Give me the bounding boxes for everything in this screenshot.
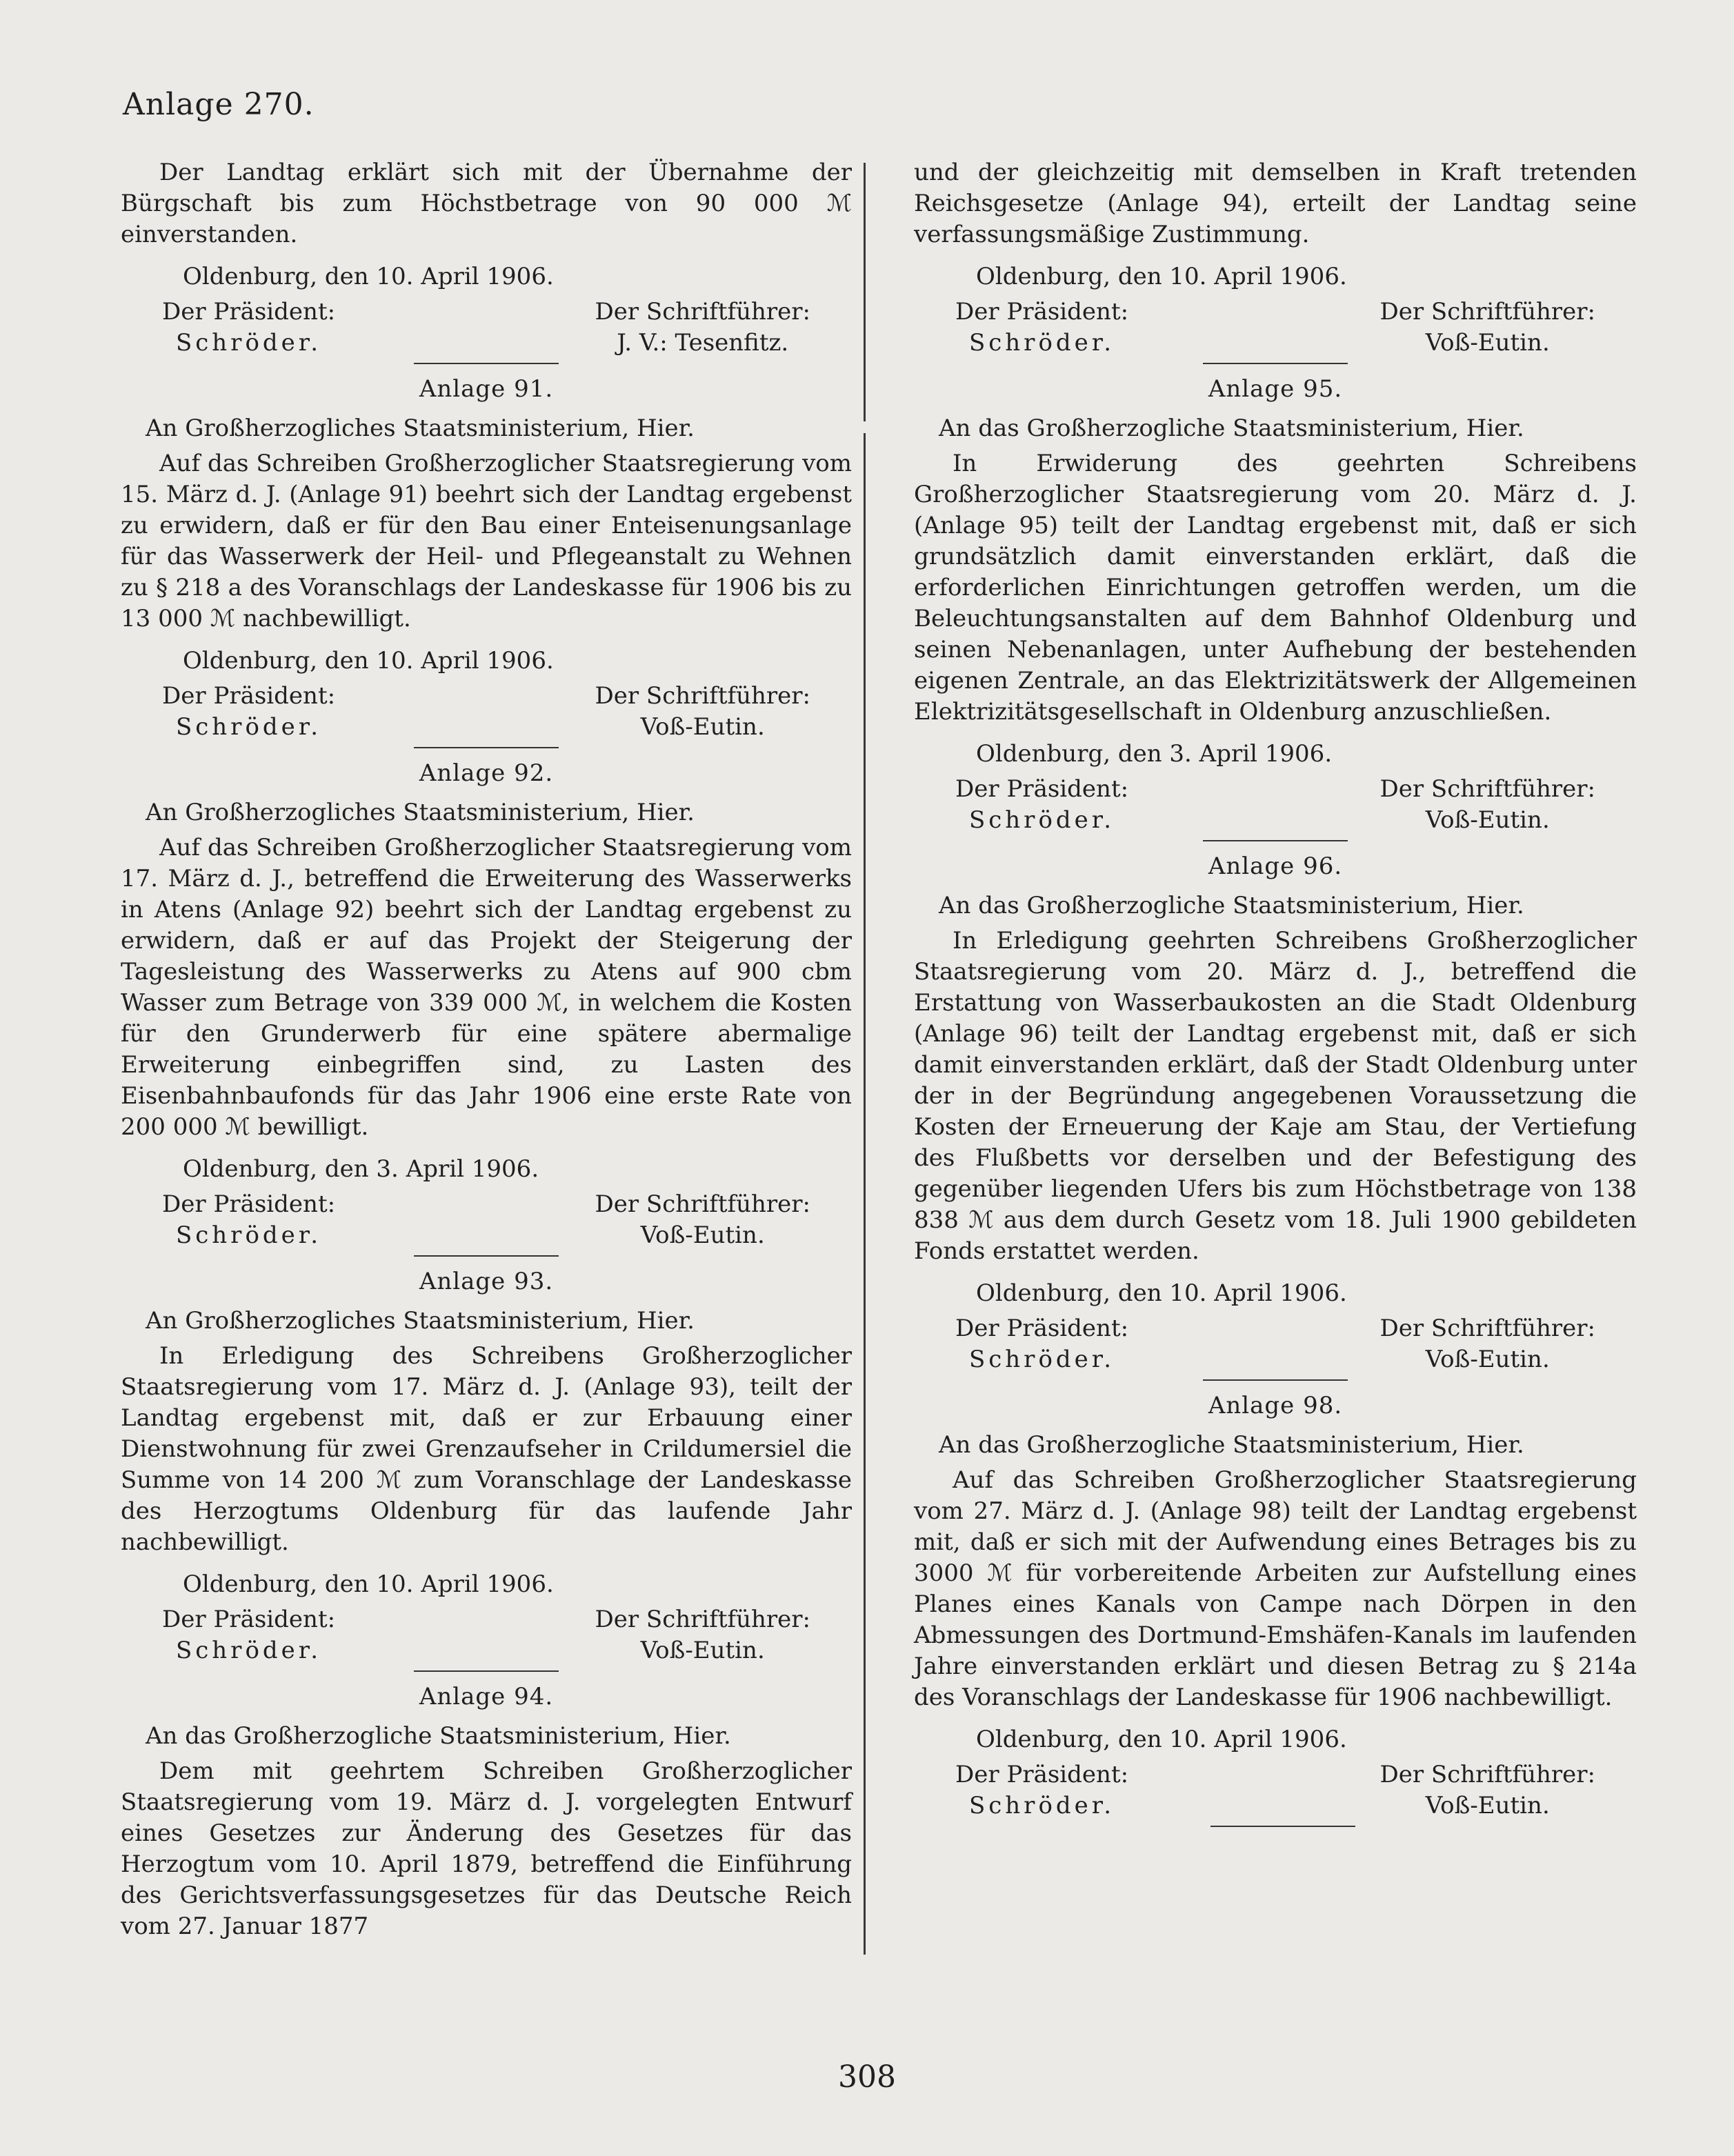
president-signature xyxy=(162,681,335,743)
page-number: 308 xyxy=(838,2059,896,2095)
section-title: Anlage 91. xyxy=(419,375,554,403)
continuation-signature xyxy=(955,297,1595,359)
secretary-signature xyxy=(595,297,810,359)
intro-signature xyxy=(162,297,810,359)
section-divider xyxy=(1203,840,1348,841)
president-name: Schröder. xyxy=(968,329,1115,357)
section-divider xyxy=(414,747,559,748)
section-title: Anlage 96. xyxy=(1208,852,1343,880)
column-divider-main xyxy=(864,433,866,1955)
intro-body: Der Landtag erklärt sich mit der Übernahme der Bürgschaft bis zum Höchstbetrage von 90 000 ℳ einverstanden. xyxy=(121,159,852,248)
section-date: Oldenburg, den 3. April 1906. xyxy=(976,740,1333,768)
section-date: Oldenburg, den 3. April 1906. xyxy=(183,1155,539,1183)
president-signature xyxy=(162,1189,335,1251)
section-addressee: An das Großherzogliche Staatsministerium, Hier. xyxy=(939,892,1524,919)
secretary-signature xyxy=(1379,1313,1595,1375)
secretary-title: Der Schriftführer: xyxy=(1379,775,1595,803)
president-name: Schröder. xyxy=(175,1637,322,1664)
president-signature xyxy=(955,297,1128,359)
section-anlage-91 xyxy=(121,374,852,748)
secretary-signature xyxy=(595,1604,810,1666)
section-divider xyxy=(414,1255,559,1257)
president-title: Der Präsident: xyxy=(955,775,1129,803)
section-body: Dem mit geehrtem Schreiben Großherzoglicher Staatsregierung vom 19. März d. J. vorgelegten Entwurf eines Gesetzes zur Änderung des Gesetzes für das Herzogtum vom 10. April 1879, betreffend die Einführung des Gerichtsverfassungsgesetzes für das Deutsche Reich vom 27. Januar 1877 xyxy=(121,1757,852,1940)
section-date: Oldenburg, den 10. April 1906. xyxy=(183,647,554,675)
secretary-name: Voß-Eutin. xyxy=(640,1637,765,1664)
secretary-title: Der Schriftführer: xyxy=(595,682,810,710)
secretary-title: Der Schriftführer: xyxy=(595,1190,810,1218)
president-name: Schröder. xyxy=(175,1221,322,1249)
section-addressee: An Großherzogliches Staatsministerium, Hier. xyxy=(146,1307,695,1335)
president-name: Schröder. xyxy=(175,713,322,741)
section-date: Oldenburg, den 10. April 1906. xyxy=(183,1570,554,1598)
section-anlage-96 xyxy=(914,851,1637,1381)
section-divider xyxy=(1210,1826,1355,1827)
president-signature xyxy=(955,774,1128,836)
president-name: Schröder. xyxy=(968,1792,1115,1819)
secretary-name: Voß-Eutin. xyxy=(1425,1346,1550,1373)
secretary-title: Der Schriftführer: xyxy=(1379,1761,1595,1788)
section-body: Auf das Schreiben Großherzoglicher Staatsregierung vom 15. März d. J. (Anlage 91) beehrt sich der Landtag ergebenst zu erwidern, daß er für den Bau einer Enteisenungsanlage für das Wasserwerk der Heil- und Pflegeanstalt zu Wehnen zu § 218 a des Voranschlags der Landeskasse für 1906 bis zu 13 000 ℳ nachbewilligt. xyxy=(121,450,852,632)
secretary-signature xyxy=(595,681,810,743)
section-addressee: An Großherzogliches Staatsministerium, Hier. xyxy=(146,799,695,826)
president-title: Der Präsident: xyxy=(955,1315,1129,1342)
secretary-title: Der Schriftführer: xyxy=(1379,1315,1595,1342)
president-title: Der Präsident: xyxy=(162,298,336,326)
section-title: Anlage 95. xyxy=(1208,375,1343,403)
section-title: Anlage 94. xyxy=(419,1683,554,1710)
continuation-body: und der gleichzeitig mit demselben in Kraft tretenden Reichsgesetze (Anlage 94), erteilt der Landtag seine verfassungsmäßige Zustimmung. xyxy=(914,159,1637,248)
section-divider xyxy=(1203,363,1348,364)
secretary-title: Der Schriftführer: xyxy=(1379,298,1595,326)
president-title: Der Präsident: xyxy=(162,682,336,710)
president-title: Der Präsident: xyxy=(955,298,1129,326)
page-header: Anlage 270. xyxy=(123,87,315,122)
section-anlage-93 xyxy=(121,1266,852,1672)
section-body: In Erwiderung des geehrten Schreibens Großherzoglicher Staatsregierung vom 20. März d. J. (Anlage 95) teilt der Landtag ergebenst mit, daß er sich grundsätzlich damit einverstanden erklärt, daß die erforderlichen Einrichtungen getroffen werden, um die Beleuchtungsanstalten auf dem Bahnhof Oldenburg und seinen Nebenanlagen, unter Aufhebung der bestehenden eigenen Zentrale, an das Elektrizitätswerk der Allgemeinen Elektrizitätsgesellschaft in Oldenburg anzuschließen. xyxy=(914,450,1637,726)
secretary-name: Voß-Eutin. xyxy=(640,713,765,741)
section-title: Anlage 98. xyxy=(1208,1392,1343,1419)
secretary-signature xyxy=(595,1189,810,1251)
section-divider xyxy=(1203,1379,1348,1381)
section-signature xyxy=(955,774,1595,836)
section-title: Anlage 92. xyxy=(419,759,554,787)
section-body: In Erledigung des Schreibens Großherzoglicher Staatsregierung vom 17. März d. J. (Anlage 93), teilt der Landtag ergebenst mit, daß er zur Erbauung einer Dienstwohnung für zwei Grenzaufseher in Crildumersiel die Summe von 14 200 ℳ zum Voranschlage der Landeskasse des Herzogtums Oldenburg für das laufende Jahr nachbewilligt. xyxy=(121,1342,852,1556)
section-addressee: An das Großherzogliche Staatsministerium, Hier. xyxy=(146,1722,731,1750)
section-addressee: An das Großherzogliche Staatsministerium, Hier. xyxy=(939,1431,1524,1459)
secretary-name: Voß-Eutin. xyxy=(1425,1792,1550,1819)
secretary-signature xyxy=(1379,774,1595,836)
section-date: Oldenburg, den 10. April 1906. xyxy=(976,1726,1347,1753)
section-signature xyxy=(162,1189,810,1251)
president-title: Der Präsident: xyxy=(162,1190,336,1218)
president-name: Schröder. xyxy=(968,1346,1115,1373)
secretary-name: J. V.: Tesenfitz. xyxy=(617,329,789,357)
continuation-block xyxy=(914,157,1637,364)
section-body: In Erledigung geehrten Schreibens Großherzoglicher Staatsregierung vom 20. März d. J., betreffend die Erstattung von Wasserbaukosten an die Stadt Oldenburg (Anlage 96) teilt der Landtag ergebenst mit, daß er sich damit einverstanden erklärt, daß der Stadt Oldenburg unter der in der Begründung angegebenen Voraussetzung die Kosten der Erneuerung der Kaje am Stau, der Vertiefung des Flußbetts vor derselben und der Befestigung des gegenüber liegenden Ufers bis zum Höchstbetrage von 138 838 ℳ aus dem durch Gesetz vom 18. Juli 1900 gebildeten Fonds erstattet werden. xyxy=(914,927,1637,1265)
section-signature xyxy=(955,1759,1595,1821)
secretary-name: Voß-Eutin. xyxy=(640,1221,765,1249)
intro-block xyxy=(121,157,852,364)
column-divider-top xyxy=(864,163,866,421)
secretary-title: Der Schriftführer: xyxy=(595,298,810,326)
secretary-signature xyxy=(1379,1759,1595,1821)
section-anlage-95 xyxy=(914,374,1637,841)
section-anlage-94 xyxy=(121,1681,852,1942)
section-addressee: An das Großherzogliche Staatsministerium, Hier. xyxy=(939,415,1524,442)
section-divider xyxy=(414,363,559,364)
president-signature xyxy=(955,1759,1128,1821)
president-title: Der Präsident: xyxy=(162,1606,336,1633)
intro-date: Oldenburg, den 10. April 1906. xyxy=(183,263,554,290)
secretary-name: Voß-Eutin. xyxy=(1425,329,1550,357)
president-title: Der Präsident: xyxy=(955,1761,1129,1788)
section-signature xyxy=(162,681,810,743)
section-date: Oldenburg, den 10. April 1906. xyxy=(976,1279,1347,1307)
section-signature xyxy=(162,1604,810,1666)
secretary-signature xyxy=(1379,297,1595,359)
left-column xyxy=(121,157,852,1942)
section-signature xyxy=(955,1313,1595,1375)
section-title: Anlage 93. xyxy=(419,1268,554,1295)
section-anlage-98 xyxy=(914,1390,1637,1827)
secretary-name: Voß-Eutin. xyxy=(1425,806,1550,834)
section-body: Auf das Schreiben Großherzoglicher Staatsregierung vom 27. März d. J. (Anlage 98) teilt der Landtag ergebenst mit, daß er sich mit der Aufwendung eines Betrages bis zu 3000 ℳ für vorbereitende Arbeiten zur Aufstellung eines Planes eines Kanals von Campe nach Dörpen in den Abmessungen des Dortmund-Emshäfen-Kanals im laufenden Jahre einverstanden erklärt und diesen Betrag zu § 214a des Voranschlags der Landeskasse für 1906 nachbewilligt. xyxy=(914,1466,1637,1711)
section-divider xyxy=(414,1670,559,1672)
president-name: Schröder. xyxy=(968,806,1115,834)
section-anlage-92 xyxy=(121,758,852,1257)
president-signature xyxy=(162,1604,335,1666)
president-signature xyxy=(955,1313,1128,1375)
right-column xyxy=(914,157,1637,1837)
president-signature xyxy=(162,297,335,359)
section-addressee: An Großherzogliches Staatsministerium, Hier. xyxy=(146,415,695,442)
section-body: Auf das Schreiben Großherzoglicher Staatsregierung vom 17. März d. J., betreffend die Erweiterung des Wasserwerks in Atens (Anlage 92) beehrt sich der Landtag ergebenst zu erwidern, daß er auf das Projekt der Steigerung der Tagesleistung des Wasserwerks zu Atens auf 900 cbm Wasser zum Betrage von 339 000 ℳ, in welchem die Kosten für den Grunderwerb für eine spätere abermalige Erweiterung einbegriffen sind, zu Lasten des Eisenbahnbaufonds für das Jahr 1906 eine erste Rate von 200 000 ℳ bewilligt. xyxy=(121,834,852,1141)
president-name: Schröder. xyxy=(175,329,322,357)
continuation-date: Oldenburg, den 10. April 1906. xyxy=(976,263,1347,290)
secretary-title: Der Schriftführer: xyxy=(595,1606,810,1633)
